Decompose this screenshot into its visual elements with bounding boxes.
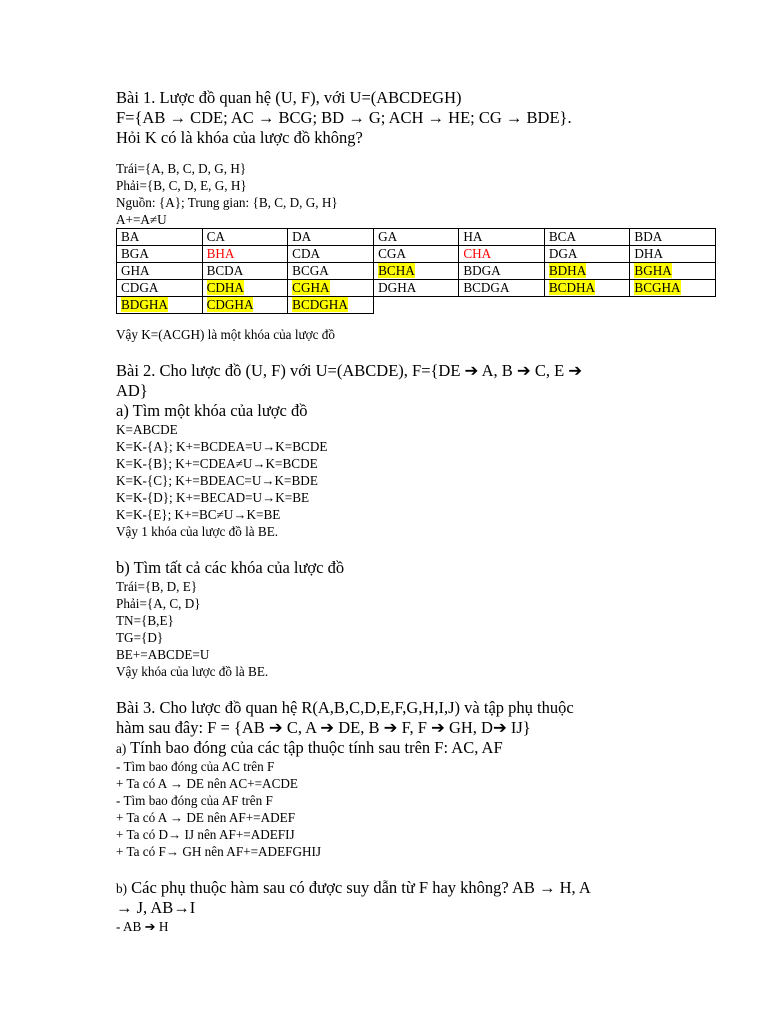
table-cell-text: BCDA xyxy=(206,263,244,278)
table-cell-text: BCGHA xyxy=(634,280,681,295)
table-cell xyxy=(459,229,545,246)
table-row xyxy=(117,280,716,297)
bai2-a-line: K=K-{C}; K+=BDEAC=U→K=BDE xyxy=(116,473,318,488)
table-row xyxy=(117,246,716,263)
table-cell-text: BDGHA xyxy=(121,297,168,312)
bai2-b-line: Phải={A, C, D} xyxy=(116,596,201,611)
table-cell xyxy=(202,263,288,280)
table-cell-text: BCGA xyxy=(292,263,329,278)
table-cell-text: DGA xyxy=(548,246,578,261)
candidate-table xyxy=(116,228,716,314)
table-cell xyxy=(288,263,374,280)
bai2-b-line: TN={B,E} xyxy=(116,613,174,628)
table-cell-text: CHA xyxy=(463,246,492,261)
table-cell-text: GA xyxy=(378,229,398,244)
bai3-title-line1: Bài 3. Cho lược đồ quan hệ R(A,B,C,D,E,F,G,H,I,J) và tập phụ thuộc xyxy=(116,698,574,717)
table-cell-text: CDGA xyxy=(121,280,159,295)
table-cell-text: BCDGHA xyxy=(292,297,348,312)
table-cell xyxy=(630,263,716,280)
table-cell-text: HA xyxy=(463,229,483,244)
table-cell-text: CGA xyxy=(378,246,406,261)
table-cell-text: BCA xyxy=(548,229,576,244)
table-cell-text: DGHA xyxy=(378,280,417,295)
table-cell xyxy=(202,297,288,314)
table-cell-text: CDA xyxy=(292,246,320,261)
bai2-a-heading: a) Tìm một khóa của lược đồ xyxy=(116,401,308,420)
table-row xyxy=(117,297,716,314)
table-cell xyxy=(202,280,288,297)
table-empty-cell xyxy=(630,297,716,314)
bai3-a-line: + Ta có A → DE nên AF+=ADEF xyxy=(116,810,296,825)
table-cell xyxy=(459,280,545,297)
bai3-a-line: + Ta có F→ GH nên AF+=ADEFGHIJ xyxy=(116,844,322,859)
table-cell xyxy=(374,246,459,263)
bai2-b-line: Vậy khóa của lược đồ là BE. xyxy=(116,664,269,679)
table-cell xyxy=(544,263,630,280)
bai3-b-heading-text: Các phụ thuộc hàm sau có được suy dẫn từ F hay không? AB → H, A xyxy=(127,878,591,897)
table-cell-text: BDHA xyxy=(548,263,587,278)
bai2-a-line: Vậy 1 khóa của lược đồ là BE. xyxy=(116,524,279,539)
bai2-a-line: K=ABCDE xyxy=(116,422,178,437)
table-cell-text: BDGA xyxy=(463,263,501,278)
bai1-question: Hỏi K có là khóa của lược đồ không? xyxy=(116,128,363,147)
bai3-a-lines xyxy=(116,758,716,860)
table-cell xyxy=(288,297,374,314)
table-cell xyxy=(117,280,203,297)
bai2-a-line: K=K-{E}; K+=BC≠U→K=BE xyxy=(116,507,281,522)
table-cell-text: BCDGA xyxy=(463,280,510,295)
table-cell-text: GHA xyxy=(121,263,150,278)
table-cell xyxy=(288,246,374,263)
table-cell-text: BDA xyxy=(634,229,663,244)
bai2-title-line1: Bài 2. Cho lược đồ (U, F) với U=(ABCDE), F={DE ➔ A, B ➔ C, E ➔ xyxy=(116,361,583,380)
table-cell xyxy=(117,263,203,280)
bai3-a-heading xyxy=(116,738,716,758)
table-empty-cell xyxy=(544,297,630,314)
table-cell-text: CDGHA xyxy=(206,297,254,312)
bai1-title: Bài 1. Lược đồ quan hệ (U, F), với U=(ABCDEGH) xyxy=(116,88,462,107)
bai3-a-line: + Ta có A → DE nên AC+=ACDE xyxy=(116,776,298,791)
bai3-b-line: - AB ➔ H xyxy=(116,919,169,934)
table-row xyxy=(117,263,716,280)
table-cell xyxy=(202,246,288,263)
table-cell xyxy=(459,246,545,263)
bai1-fd: F={AB → CDE; AC → BCG; BD → G; ACH → HE; CG → BDE}. xyxy=(116,108,572,127)
table-cell xyxy=(288,229,374,246)
bai3-a-heading-text: Tính bao đóng của các tập thuộc tính sau trên F: AC, AF xyxy=(126,738,503,757)
bai1-line: Trái={A, B, C, D, G, H} xyxy=(116,161,247,176)
table-cell xyxy=(630,229,716,246)
table-cell xyxy=(374,229,459,246)
table-cell-text: DA xyxy=(292,229,312,244)
table-cell xyxy=(544,229,630,246)
bai1-line: A+=A≠U xyxy=(116,212,167,227)
bai2-a-line: K=K-{A}; K+=BCDEA=U→K=BCDE xyxy=(116,439,328,454)
bai3-b-marker: b) xyxy=(116,881,127,896)
bai3-title-line2: hàm sau đây: F = {AB ➔ C, A ➔ DE, B ➔ F, F ➔ GH, D➔ IJ} xyxy=(116,718,531,737)
table-cell-text: BHA xyxy=(206,246,235,261)
table-cell xyxy=(459,263,545,280)
bai2-b-line: BE+=ABCDE=U xyxy=(116,647,210,662)
table-row xyxy=(117,229,716,246)
bai2-title-line2: AD} xyxy=(116,381,148,400)
bai3-b-lines xyxy=(116,918,716,935)
bai3-a-line: - Tìm bao đóng của AC trên F xyxy=(116,759,275,774)
table-cell-text: BCHA xyxy=(378,263,415,278)
table-cell-text: CA xyxy=(206,229,225,244)
table-cell xyxy=(374,263,459,280)
table-cell xyxy=(630,246,716,263)
table-cell xyxy=(117,297,203,314)
bai2-b-line: TG={D} xyxy=(116,630,164,645)
table-empty-cell xyxy=(374,297,459,314)
bai1-line: Phải={B, C, D, E, G, H} xyxy=(116,178,247,193)
bai2-b-line: Trái={B, D, E} xyxy=(116,579,198,594)
table-cell-text: DHA xyxy=(634,246,663,261)
bai3-b-heading-line2: → J, AB→I xyxy=(116,898,196,917)
table-cell xyxy=(544,280,630,297)
table-cell-text: BGHA xyxy=(634,263,672,278)
table-cell xyxy=(374,280,459,297)
table-cell xyxy=(202,229,288,246)
bai2-b-heading: b) Tìm tất cả các khóa của lược đồ xyxy=(116,558,345,577)
table-cell-text: BCDHA xyxy=(548,280,596,295)
bai2-b-lines xyxy=(116,578,716,680)
bai2-a-lines xyxy=(116,421,716,540)
document-page xyxy=(116,88,716,935)
bai3-a-line: + Ta có D→ IJ nên AF+=ADEFIJ xyxy=(116,827,295,842)
bai2-a-line: K=K-{B}; K+=CDEA≠U→K=BCDE xyxy=(116,456,318,471)
table-cell-text: CDHA xyxy=(206,280,244,295)
table-cell-text: BGA xyxy=(121,246,149,261)
table-cell-text: BA xyxy=(121,229,140,244)
table-cell xyxy=(630,280,716,297)
bai1-lines xyxy=(116,160,716,228)
table-cell xyxy=(288,280,374,297)
table-cell xyxy=(544,246,630,263)
table-cell xyxy=(117,246,203,263)
bai1-conclusion: Vậy K=(ACGH) là một khóa của lược đồ xyxy=(116,327,335,342)
table-cell-text: CGHA xyxy=(292,280,330,295)
table-empty-cell xyxy=(459,297,545,314)
bai3-b-heading-line1 xyxy=(116,878,716,898)
bai3-a-marker: a) xyxy=(116,741,127,756)
bai2-a-line: K=K-{D}; K+=BECAD=U→K=BE xyxy=(116,490,310,505)
bai1-line: Nguồn: {A}; Trung gian: {B, C, D, G, H} xyxy=(116,195,338,210)
table-cell xyxy=(117,229,203,246)
bai3-a-line: - Tìm bao đóng của AF trên F xyxy=(116,793,273,808)
